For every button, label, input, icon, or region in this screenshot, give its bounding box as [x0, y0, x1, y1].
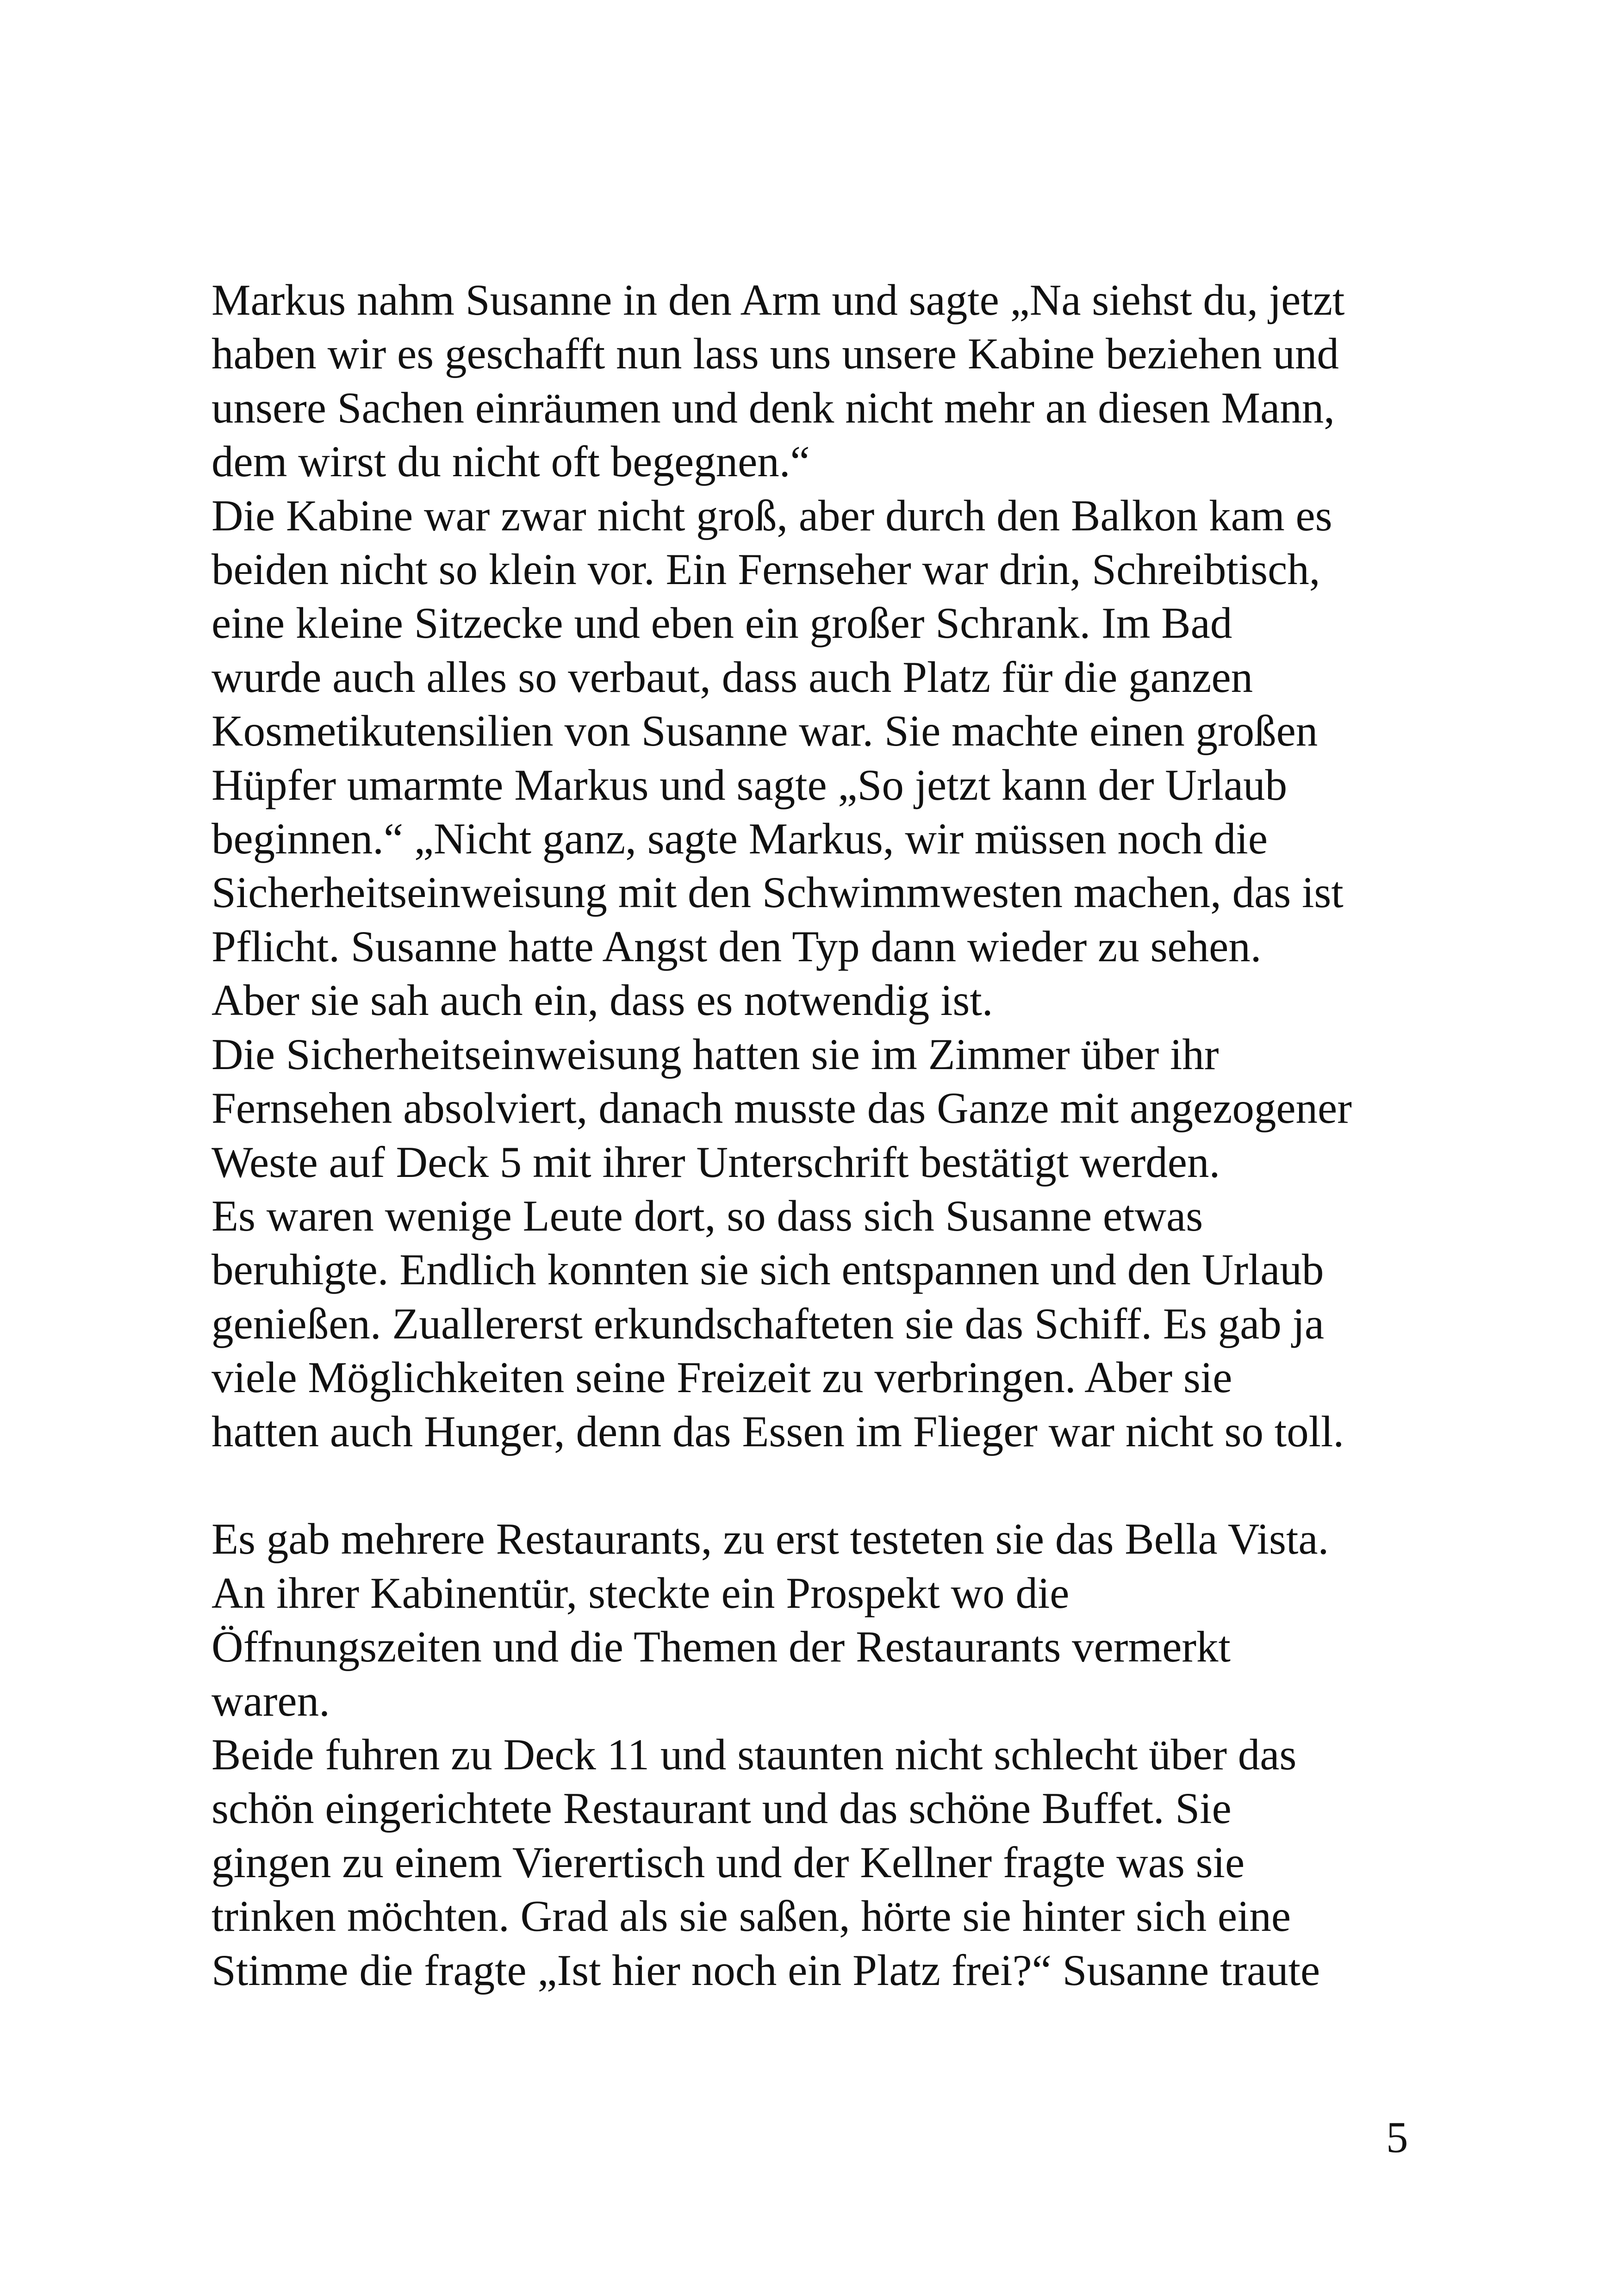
text-line: Fernsehen absolviert, danach musste das Ganze mit angezogener [212, 1083, 1352, 1133]
text-line: beiden nicht so klein vor. Ein Fernseher war drin, Schreibtisch, [212, 545, 1320, 594]
text-line: unsere Sachen einräumen und denk nicht mehr an diesen Mann, [212, 383, 1335, 432]
paragraph-3 [212, 1027, 1415, 1189]
paragraph-5 [212, 1512, 1415, 1728]
text-line: Die Kabine war zwar nicht groß, aber durch den Balkon kam es [212, 491, 1332, 540]
text-line: Stimme die fragte „Ist hier noch ein Platz frei?“ Susanne traute [212, 1945, 1320, 1995]
paragraph-4 [212, 1189, 1415, 1458]
text-line: eine kleine Sitzecke und eben ein großer Schrank. Im Bad [212, 598, 1232, 648]
text-line: beruhigte. Endlich konnten sie sich entspannen und den Urlaub [212, 1245, 1324, 1294]
text-line: Hüpfer umarmte Markus und sagte „So jetzt kann der Urlaub [212, 760, 1288, 809]
text-line: Pflicht. Susanne hatte Angst den Typ dann wieder zu sehen. [212, 921, 1262, 971]
text-line: Es gab mehrere Restaurants, zu erst testeten sie das Bella Vista. [212, 1514, 1329, 1564]
text-line: Markus nahm Susanne in den Arm und sagte „Na siehst du, jetzt [212, 275, 1345, 324]
text-line: viele Möglichkeiten seine Freizeit zu verbringen. Aber sie [212, 1353, 1232, 1402]
text-line: trinken möchten. Grad als sie saßen, hörte sie hinter sich eine [212, 1892, 1291, 1941]
page-number: 5 [1386, 2113, 1408, 2162]
text-line: Sicherheitseinweisung mit den Schwimmwesten machen, das ist [212, 868, 1344, 917]
text-line: schön eingerichtete Restaurant und das schöne Buffet. Sie [212, 1784, 1232, 1833]
text-line: waren. [212, 1676, 330, 1725]
text-line: Öffnungszeiten und die Themen der Restaurants vermerkt [212, 1622, 1231, 1672]
text-line: gingen zu einem Vierertisch und der Kellner fragte was sie [212, 1837, 1245, 1887]
text-line: wurde auch alles so verbaut, dass auch Platz für die ganzen [212, 652, 1253, 702]
text-line: haben wir es geschafft nun lass uns unsere Kabine beziehen und [212, 329, 1339, 379]
paragraph-1 [212, 273, 1415, 489]
text-line: An ihrer Kabinentür, steckte ein Prospekt wo die [212, 1568, 1070, 1618]
paragraph-spacer [212, 1458, 1415, 1512]
text-line: Aber sie sah auch ein, dass es notwendig ist. [212, 976, 993, 1025]
paragraph-6 [212, 1728, 1415, 1997]
text-line: Beide fuhren zu Deck 11 und staunten nicht schlecht über das [212, 1730, 1297, 1779]
text-line: beginnen.“ „Nicht ganz, sagte Markus, wir müssen noch die [212, 814, 1268, 864]
text-line: Die Sicherheitseinweisung hatten sie im Zimmer über ihr [212, 1029, 1219, 1079]
text-line: hatten auch Hunger, denn das Essen im Flieger war nicht so toll. [212, 1406, 1344, 1456]
text-line: Es waren wenige Leute dort, so dass sich Susanne etwas [212, 1191, 1203, 1240]
body-text [212, 273, 1415, 1997]
text-line: Kosmetikutensilien von Susanne war. Sie machte einen großen [212, 706, 1318, 756]
text-line: dem wirst du nicht oft begegnen.“ [212, 437, 810, 486]
text-line: genießen. Zuallererst erkundschafteten sie das Schiff. Es gab ja [212, 1299, 1325, 1348]
paragraph-2 [212, 489, 1415, 1027]
text-line: Weste auf Deck 5 mit ihrer Unterschrift bestätigt werden. [212, 1137, 1220, 1187]
